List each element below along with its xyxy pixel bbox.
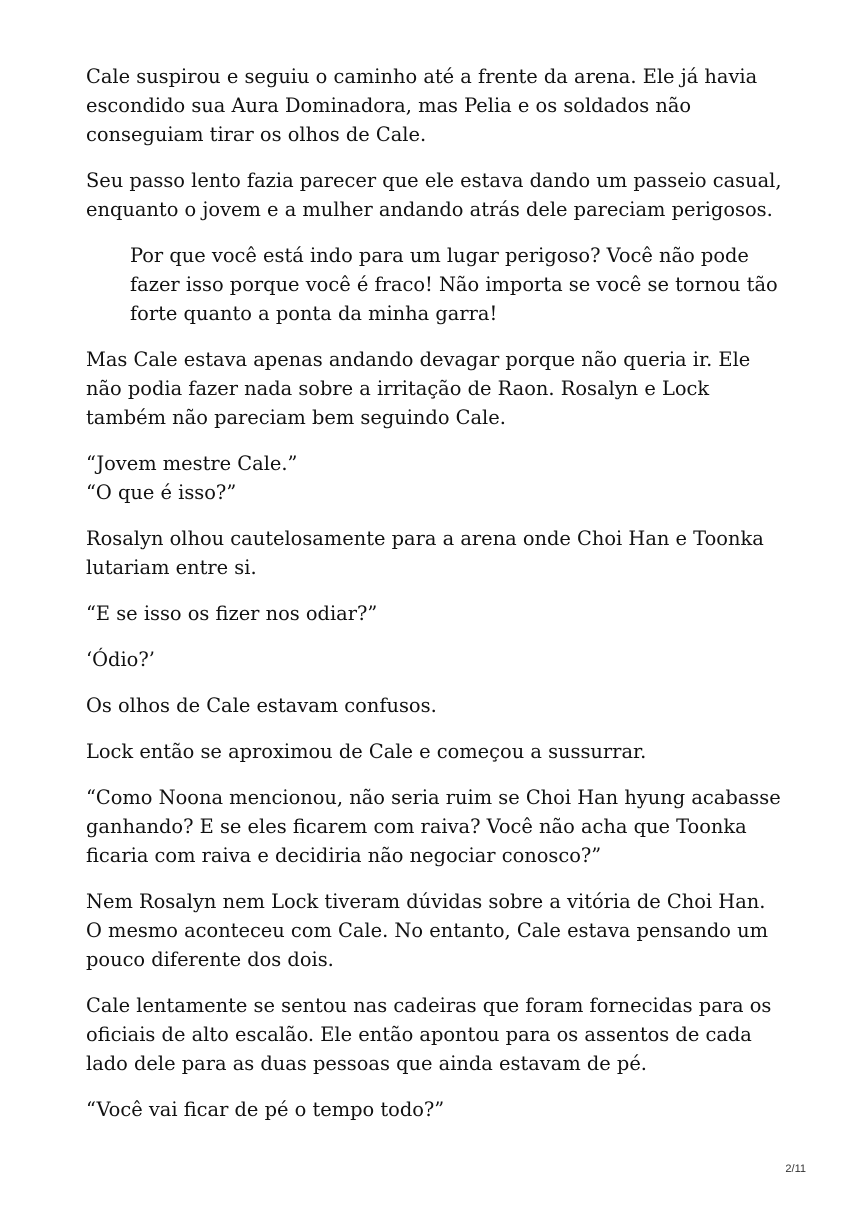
- paragraph-13: Cale lentamente se sentou nas cadeiras que foram fornecidas para os oficiais de alto escalão. Ele então apontou para os assentos de cada lado dele para as duas pessoas que ainda estavam de pé.: [86, 994, 772, 1075]
- page-number: 2/11: [785, 1163, 806, 1175]
- paragraph-14: “Você vai ficar de pé o tempo todo?”: [86, 1098, 445, 1121]
- telepathic-quote: Por que você está indo para um lugar perigoso? Você não pode fazer isso porque você é fraco! Não importa se você se tornou tão forte quanto a ponta da minha garra!: [130, 244, 778, 325]
- dialogue-line: “E se isso os fizer nos odiar?”: [86, 602, 378, 625]
- document-page: [86, 62, 786, 1141]
- paragraph-2: Seu passo lento fazia parecer que ele estava dando um passeio casual, enquanto o jovem e a mulher andando atrás dele pareciam perigosos.: [86, 169, 782, 221]
- thought-line: ‘Ódio?’: [86, 648, 155, 671]
- paragraph-11: “Como Noona mencionou, não seria ruim se Choi Han hyung acabasse ganhando? E se eles ficarem com raiva? Você não acha que Toonka ficaria com raiva e decidiria não negociar conosco?”: [86, 786, 781, 867]
- paragraph-4: Mas Cale estava apenas andando devagar porque não queria ir. Ele não podia fazer nada sobre a irritação de Raon. Rosalyn e Lock também não pareciam bem seguindo Cale.: [86, 348, 751, 429]
- paragraph-10: Lock então se aproximou de Cale e começou a sussurrar.: [86, 740, 647, 763]
- paragraph-6: Rosalyn olhou cautelosamente para a arena onde Choi Han e Toonka lutariam entre si.: [86, 527, 764, 579]
- paragraph-12: Nem Rosalyn nem Lock tiveram dúvidas sobre a vitória de Choi Han. O mesmo aconteceu com Cale. No entanto, Cale estava pensando um pouco diferente dos dois.: [86, 890, 769, 971]
- dialogue-exchange: “Jovem mestre Cale.” “O que é isso?”: [86, 452, 298, 504]
- paragraph-1: Cale suspirou e seguiu o caminho até a frente da arena. Ele já havia escondido sua Aura Dominadora, mas Pelia e os soldados não conseguiam tirar os olhos de Cale.: [86, 65, 758, 146]
- paragraph-9: Os olhos de Cale estavam confusos.: [86, 694, 437, 717]
